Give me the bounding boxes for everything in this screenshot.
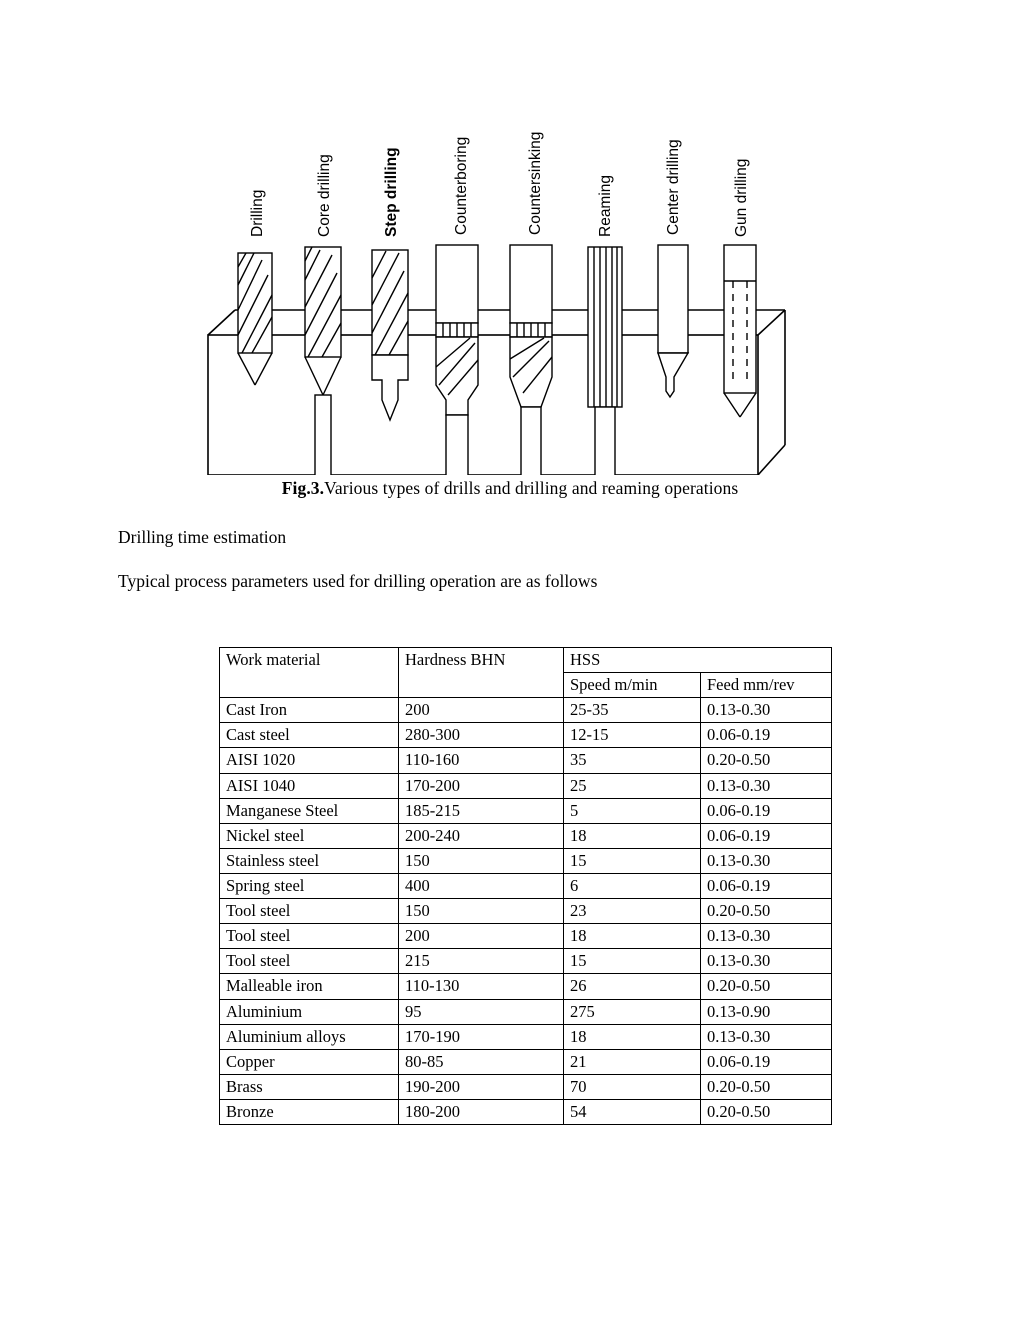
cell-hardness: 150 (399, 848, 564, 873)
cell-feed: 0.06-0.19 (701, 723, 832, 748)
table-row (220, 873, 832, 898)
cell-speed: 54 (564, 1099, 701, 1124)
cell-feed: 0.13-0.30 (701, 773, 832, 798)
cell-feed: 0.20-0.50 (701, 899, 832, 924)
cell-speed: 26 (564, 974, 701, 999)
table-row (220, 924, 832, 949)
cell-hardness: 150 (399, 899, 564, 924)
table-row (220, 748, 832, 773)
header-hss-group: HSS (564, 648, 832, 673)
cell-feed: 0.13-0.30 (701, 949, 832, 974)
intro-paragraph: Typical process parameters used for drilling operation are as follows (118, 571, 598, 591)
tool-label-group (249, 132, 750, 237)
cell-speed: 25 (564, 773, 701, 798)
tool-gun-drilling (724, 245, 756, 417)
figure-number: Fig.3. (281, 478, 325, 498)
cell-hardness: 110-130 (399, 974, 564, 999)
tool-label-counterboring: Counterboring (453, 136, 470, 235)
cell-material: Brass (220, 1074, 399, 1099)
header-speed: Speed m/min (564, 673, 701, 698)
cell-material: Bronze (220, 1099, 399, 1124)
cell-feed: 0.06-0.19 (701, 1049, 832, 1074)
figure-caption (0, 478, 1020, 499)
cell-speed: 18 (564, 1024, 701, 1049)
table-row (220, 974, 832, 999)
header-work-material: Work material (220, 648, 399, 698)
table-row (220, 823, 832, 848)
process-parameters-table-wrapper (219, 647, 832, 1125)
cell-hardness: 170-190 (399, 1024, 564, 1049)
cell-hardness: 80-85 (399, 1049, 564, 1074)
drills-figure (0, 95, 1020, 485)
cell-speed: 12-15 (564, 723, 701, 748)
cell-feed: 0.06-0.19 (701, 873, 832, 898)
tool-label-reaming: Reaming (597, 174, 614, 237)
table-row (220, 848, 832, 873)
cell-speed: 18 (564, 924, 701, 949)
cell-hardness: 400 (399, 873, 564, 898)
tool-label-drilling: Drilling (249, 189, 266, 237)
cell-feed: 0.13-0.30 (701, 698, 832, 723)
table-row (220, 1049, 832, 1074)
tool-label-gun-drilling: Gun drilling (733, 158, 750, 237)
cell-speed: 35 (564, 748, 701, 773)
table-row (220, 899, 832, 924)
table-row (220, 698, 832, 723)
cell-material: Tool steel (220, 924, 399, 949)
cell-material: Cast steel (220, 723, 399, 748)
cell-hardness: 185-215 (399, 798, 564, 823)
cell-feed: 0.13-0.30 (701, 1024, 832, 1049)
cell-speed: 15 (564, 949, 701, 974)
header-hardness: Hardness BHN (399, 648, 564, 698)
cell-speed: 18 (564, 823, 701, 848)
section-heading: Drilling time estimation (118, 527, 287, 547)
header-feed: Feed mm/rev (701, 673, 832, 698)
cell-feed: 0.20-0.50 (701, 1099, 832, 1124)
cell-speed: 21 (564, 1049, 701, 1074)
cell-feed: 0.13-0.90 (701, 999, 832, 1024)
cell-hardness: 110-160 (399, 748, 564, 773)
cell-hardness: 200 (399, 698, 564, 723)
cell-speed: 275 (564, 999, 701, 1024)
table-row (220, 1099, 832, 1124)
cell-material: Aluminium alloys (220, 1024, 399, 1049)
cell-material: AISI 1040 (220, 773, 399, 798)
table-row (220, 1074, 832, 1099)
cell-hardness: 95 (399, 999, 564, 1024)
table-row (220, 723, 832, 748)
cell-speed: 6 (564, 873, 701, 898)
cell-hardness: 190-200 (399, 1074, 564, 1099)
cell-hardness: 200-240 (399, 823, 564, 848)
cell-material: Cast Iron (220, 698, 399, 723)
cell-material: Tool steel (220, 899, 399, 924)
cell-material: Stainless steel (220, 848, 399, 873)
cell-material: Malleable iron (220, 974, 399, 999)
cell-material: AISI 1020 (220, 748, 399, 773)
table-row (220, 1024, 832, 1049)
tool-label-core-drilling: Core drilling (316, 154, 333, 237)
cell-material: Tool steel (220, 949, 399, 974)
tool-label-countersinking: Countersinking (527, 131, 544, 235)
cell-material: Manganese Steel (220, 798, 399, 823)
cell-speed: 25-35 (564, 698, 701, 723)
cell-feed: 0.20-0.50 (701, 748, 832, 773)
cell-feed: 0.20-0.50 (701, 974, 832, 999)
cell-material: Copper (220, 1049, 399, 1074)
cell-feed: 0.13-0.30 (701, 924, 832, 949)
figure-caption-text: Various types of drills and drilling and reaming operations (324, 478, 739, 498)
cell-feed: 0.20-0.50 (701, 1074, 832, 1099)
cell-speed: 23 (564, 899, 701, 924)
cell-hardness: 170-200 (399, 773, 564, 798)
table-row (220, 999, 832, 1024)
table-row (220, 773, 832, 798)
table-row (220, 798, 832, 823)
cell-hardness: 200 (399, 924, 564, 949)
tool-label-center-drilling: Center drilling (665, 139, 682, 235)
cell-speed: 15 (564, 848, 701, 873)
tool-label-step-drilling: Step drilling (383, 147, 400, 237)
cell-feed: 0.06-0.19 (701, 798, 832, 823)
cell-hardness: 215 (399, 949, 564, 974)
cell-feed: 0.06-0.19 (701, 823, 832, 848)
process-parameters-table (219, 647, 832, 1125)
drills-illustration (190, 95, 830, 475)
cell-speed: 70 (564, 1074, 701, 1099)
cell-hardness: 180-200 (399, 1099, 564, 1124)
cell-material: Spring steel (220, 873, 399, 898)
table-header-row-1 (220, 648, 832, 673)
cell-material: Aluminium (220, 999, 399, 1024)
table-row (220, 949, 832, 974)
cell-material: Nickel steel (220, 823, 399, 848)
cell-hardness: 280-300 (399, 723, 564, 748)
cell-speed: 5 (564, 798, 701, 823)
cell-feed: 0.13-0.30 (701, 848, 832, 873)
